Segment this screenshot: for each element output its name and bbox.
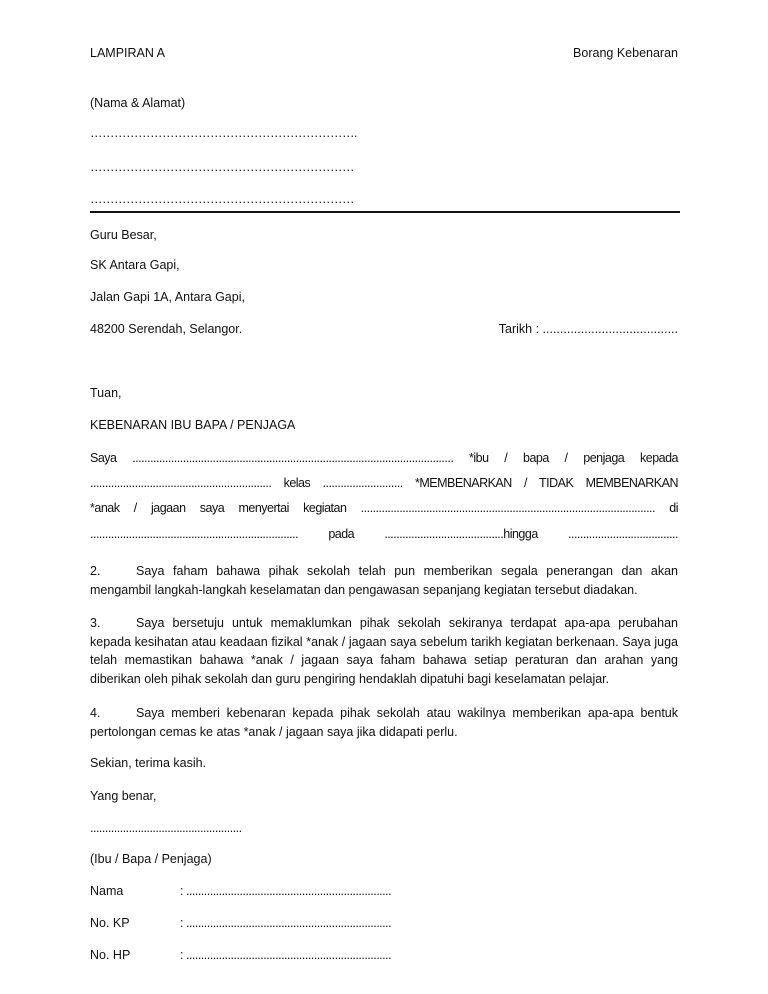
- recipient-city: 48200 Serendah, Selangor.: [90, 322, 243, 336]
- form-line-2: ............................................................. kelas ........................... *MEMBENARKAN / TIDAK MEMBENARKAN: [90, 476, 678, 490]
- signer-label: (Ibu / Bapa / Penjaga): [90, 852, 212, 866]
- paragraph-text: Saya faham bahawa pihak sekolah telah pun memberikan segala penerangan dan akan mengambil langkah-langkah keselamatan dan pengawasan sepanjang kegiatan tersebut diadakan.: [90, 564, 678, 597]
- form-line-1: Saya ............................................................................................................ *ibu / bapa / penjaga kepada: [90, 451, 678, 465]
- paragraph-number: 4.: [90, 706, 101, 720]
- header-divider: [90, 211, 680, 213]
- sender-label: (Nama & Alamat): [90, 96, 186, 110]
- paragraph-number: 3.: [90, 616, 101, 630]
- paragraph-text: Saya memberi kebenaran kepada pihak sekolah atau wakilnya memberikan apa-apa bentuk pertolongan cemas ke atas *anak / jagaan saya jika didapati perlu.: [90, 706, 678, 739]
- sender-line-2: …………………………………………………………: [90, 160, 354, 174]
- field-label-phone: No. HP: [90, 948, 131, 962]
- closing-yours: Yang benar,: [90, 789, 157, 803]
- subject-heading: KEBENARAN IBU BAPA / PENJAGA: [90, 418, 296, 432]
- field-value-name: : .....................................................................: [180, 884, 392, 898]
- recipient-street: Jalan Gapi 1A, Antara Gapi,: [90, 290, 245, 304]
- salutation: Tuan,: [90, 386, 122, 400]
- signature-line: ...................................................: [90, 821, 242, 835]
- paragraph-2: [90, 562, 678, 599]
- date-field: Tarikh : .......................................: [498, 322, 678, 336]
- paragraph-text: Saya bersetuju untuk memaklumkan pihak sekolah sekiranya terdapat apa-apa perubahan kepada kesihatan atau keadaan fizikal *anak / jagaan saya sebelum tarikh kegiatan berkenaan. Saya juga telah memastikan bahawa *anak / jagaan saya faham bahawa setiap peraturan dan arahan yang diberikan oleh pihak sekolah dan guru pengiring hendaklah dipatuhi bagi keselamatan pelajar.: [90, 616, 678, 686]
- field-label-ic: No. KP: [90, 916, 130, 930]
- sender-line-1: ………………………………………………………….: [90, 126, 357, 140]
- field-value-ic: : .....................................................................: [180, 916, 392, 930]
- attachment-label: LAMPIRAN A: [90, 46, 166, 60]
- form-line-3: *anak / jagaan saya menyertai kegiatan ................................................................................................... di: [90, 501, 678, 515]
- paragraph-4: [90, 704, 678, 741]
- form-line-4: ...................................................................... pada ........................................hingga .....................................: [90, 527, 678, 541]
- field-value-phone: : .....................................................................: [180, 948, 392, 962]
- paragraph-3: [90, 614, 678, 688]
- sender-line-3: …………………………………………………………: [90, 192, 354, 206]
- paragraph-number: 2.: [90, 564, 101, 578]
- closing-thanks: Sekian, terima kasih.: [90, 756, 207, 770]
- form-title: Borang Kebenaran: [573, 46, 678, 60]
- recipient-title: Guru Besar,: [90, 228, 157, 242]
- recipient-school: SK Antara Gapi,: [90, 258, 180, 272]
- field-label-name: Nama: [90, 884, 124, 898]
